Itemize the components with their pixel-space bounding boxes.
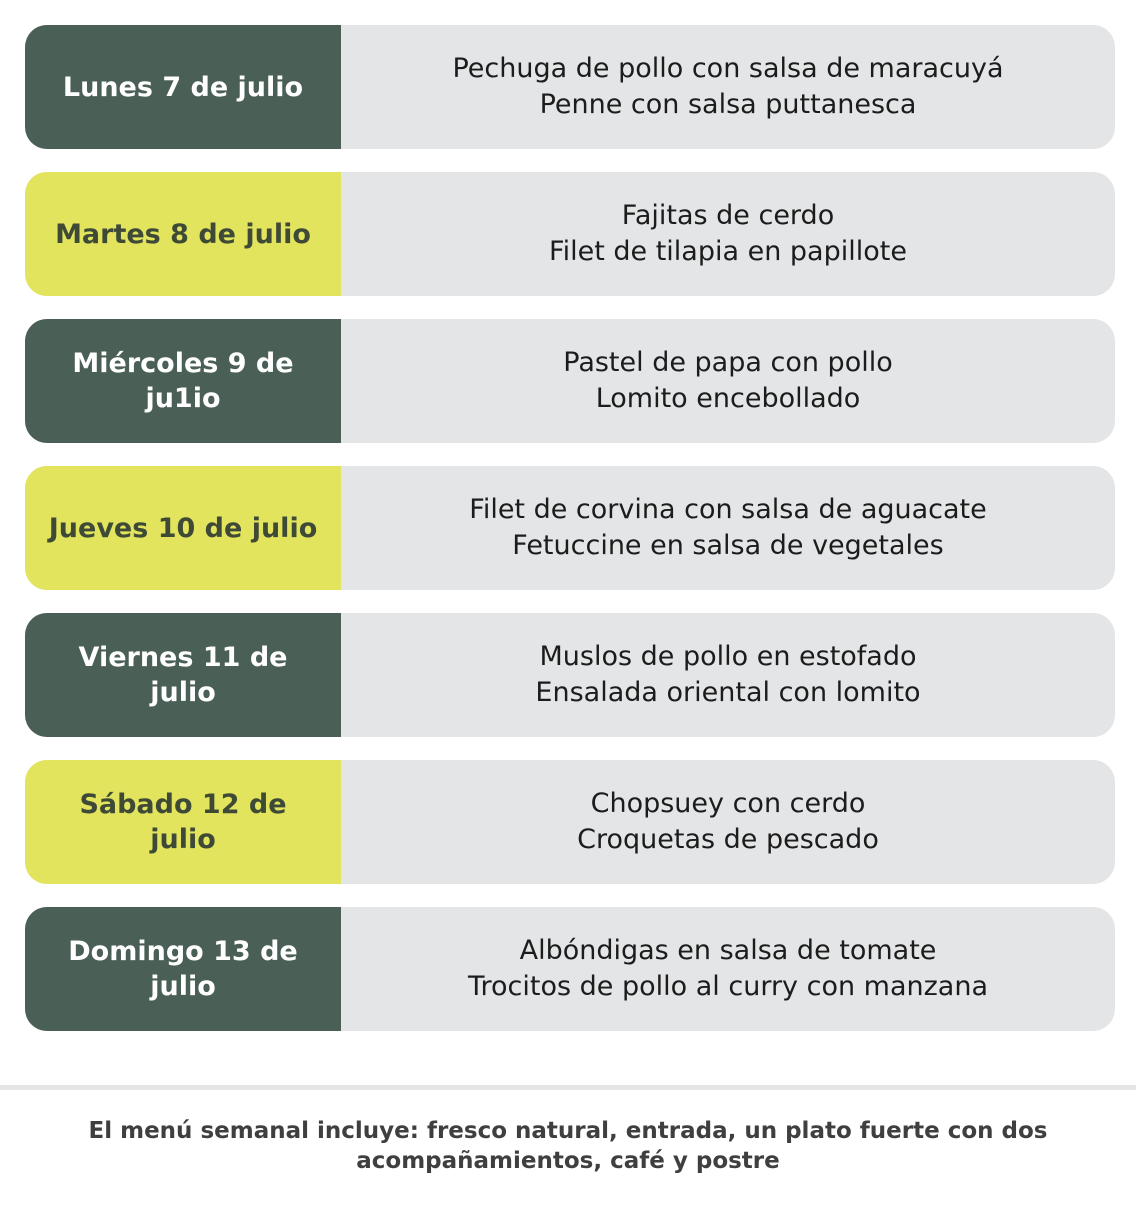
day-row-lunes (25, 25, 1115, 149)
dishes (341, 907, 1115, 1031)
dish-item: Chopsuey con cerdo (590, 788, 866, 819)
dish-item: Pastel de papa con pollo (563, 347, 893, 378)
dish-item: Filet de corvina con salsa de aguacate (469, 494, 987, 525)
dish-item: Penne con salsa puttanesca (539, 89, 917, 120)
day-label: Lunes 7 de julio (25, 25, 341, 149)
day-label: Sábado 12 de julio (25, 760, 341, 884)
dishes (341, 25, 1115, 149)
dish-item: Croquetas de pescado (577, 824, 879, 855)
dish-item: Lomito encebollado (595, 383, 861, 414)
dishes (341, 466, 1115, 590)
day-row-domingo (25, 907, 1115, 1031)
day-label: Viernes 11 de julio (25, 613, 341, 737)
day-row-viernes (25, 613, 1115, 737)
day-row-martes (25, 172, 1115, 296)
dish-item: Fajitas de cerdo (621, 200, 835, 231)
dishes (341, 613, 1115, 737)
dish-item: Filet de tilapia en papillote (549, 236, 907, 267)
day-label: Domingo 13 de julio (25, 907, 341, 1031)
dishes (341, 760, 1115, 884)
day-label: Martes 8 de julio (25, 172, 341, 296)
day-row-miercoles (25, 319, 1115, 443)
weekly-menu-list (25, 25, 1115, 1054)
dish-item: Fetuccine en salsa de vegetales (512, 530, 944, 561)
day-label: Miércoles 9 de ju1io (25, 319, 341, 443)
footer-note: El menú semanal incluye: fresco natural, entrada, un plato fuerte con dos acompañamientos, café y postre (88, 1118, 1048, 1174)
day-row-jueves (25, 466, 1115, 590)
dish-item: Albóndigas en salsa de tomate (519, 935, 937, 966)
day-label: Jueves 10 de julio (25, 466, 341, 590)
footer-divider (0, 1085, 1136, 1090)
dish-item: Pechuga de pollo con salsa de maracuyá (452, 53, 1004, 84)
dish-item: Trocitos de pollo al curry con manzana (467, 971, 988, 1002)
dish-item: Ensalada oriental con lomito (535, 677, 921, 708)
dish-item: Muslos de pollo en estofado (539, 641, 917, 672)
day-row-sabado (25, 760, 1115, 884)
dishes (341, 172, 1115, 296)
dishes (341, 319, 1115, 443)
